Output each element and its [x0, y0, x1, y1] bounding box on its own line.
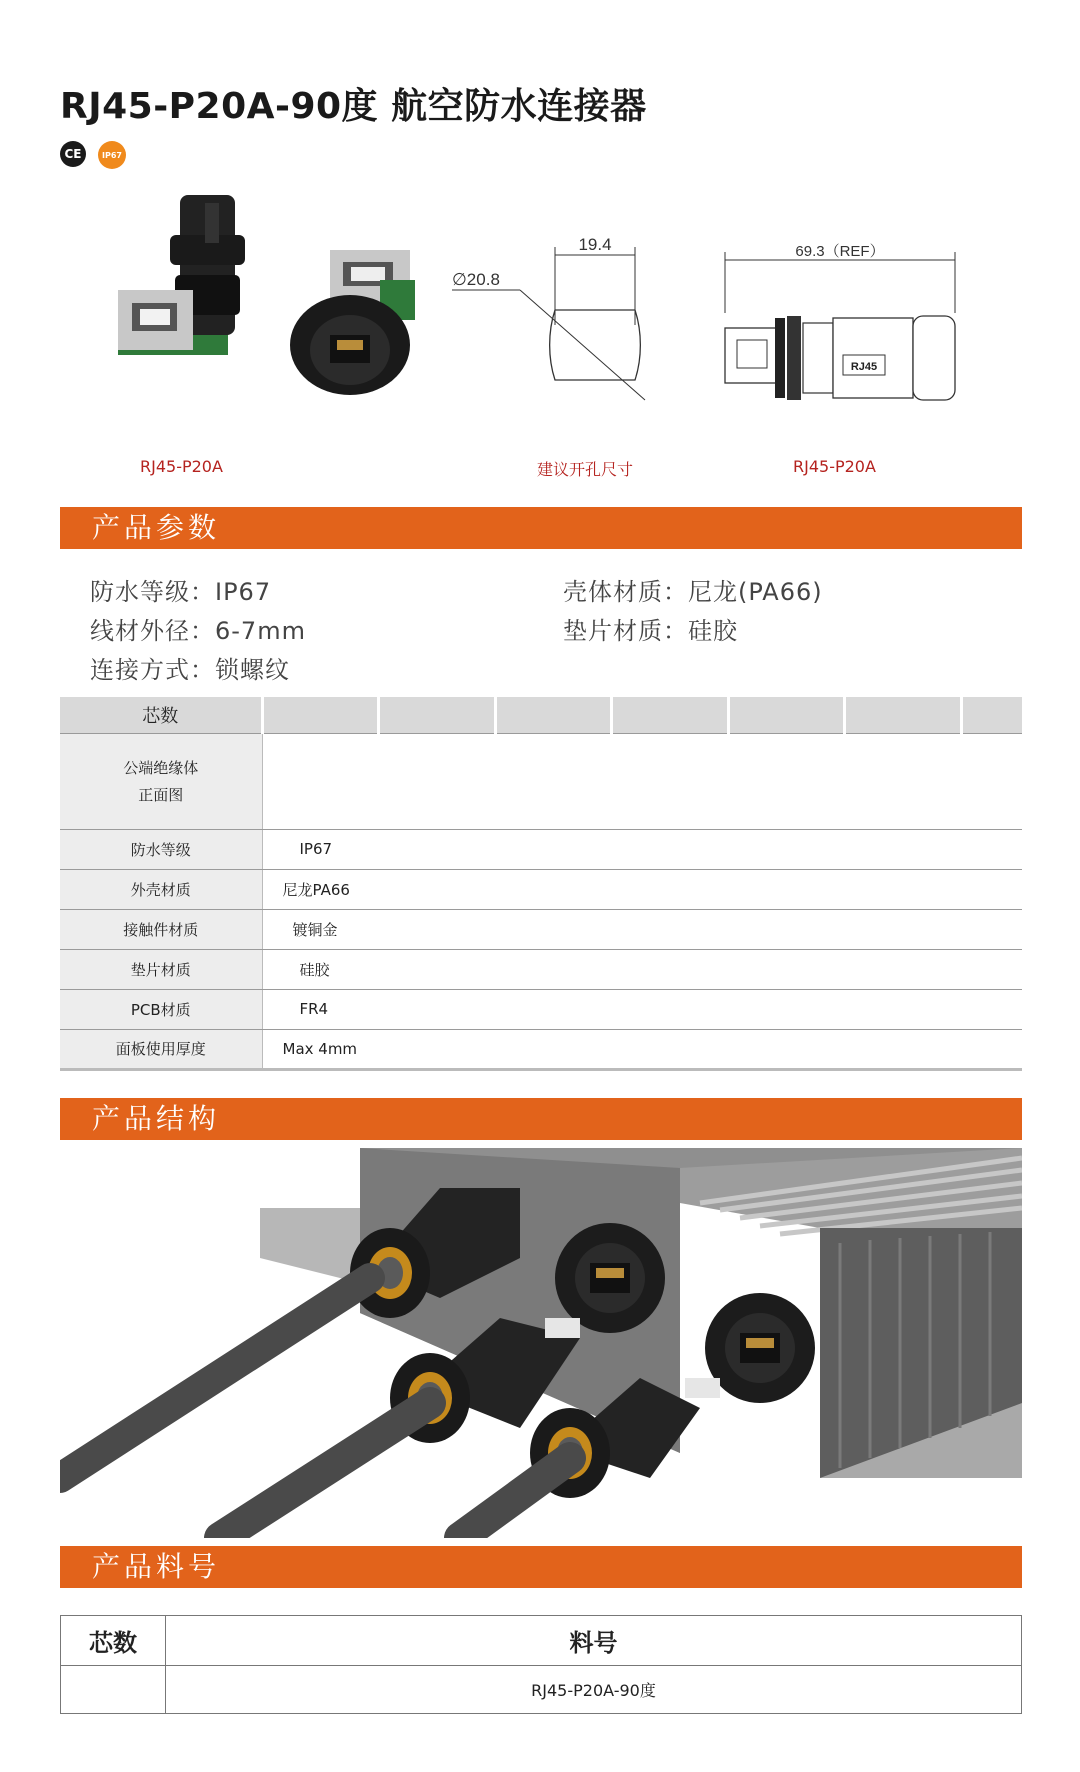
spec-header-cell — [845, 697, 962, 733]
spec-row-label: 防水等级 — [60, 829, 262, 869]
connector-photo-2 — [285, 250, 425, 400]
section-part-numbers-header: 产品料号 — [60, 1546, 1022, 1588]
connector-photo-1 — [110, 175, 310, 415]
dim-width-label: 19.4 — [578, 235, 612, 254]
part-col-number: 料号 — [166, 1616, 1022, 1666]
caption-left: RJ45-P20A — [140, 457, 223, 476]
front-view-label-line1: 公端绝缘体 — [123, 759, 199, 777]
spec-row-label: 外壳材质 — [60, 869, 262, 909]
spec-header-cell — [728, 697, 845, 733]
ce-mark-icon: CE — [60, 141, 86, 167]
spec-row-label: 面板使用厚度 — [60, 1029, 262, 1069]
spec-table — [60, 697, 1022, 1071]
part-row-number: RJ45-P20A-90度 — [166, 1666, 1022, 1714]
page-title: RJ45-P20A-90度 航空防水连接器 — [60, 86, 647, 127]
front-view-cell — [262, 733, 1022, 829]
cutout-dimension-drawing — [440, 225, 650, 415]
param-shell: 壳体材质：尼龙(PA66) — [563, 578, 823, 606]
param-gasket: 垫片材质：硅胶 — [563, 617, 738, 645]
caption-mid: 建议开孔尺寸 — [537, 460, 634, 479]
spec-row-value: IP67 — [262, 829, 1022, 869]
part-col-cores: 芯数 — [61, 1616, 166, 1666]
part-row-cores — [61, 1666, 166, 1714]
dim-diameter-label: ∅20.8 — [452, 270, 500, 289]
product-structure-illustration — [60, 1148, 1022, 1538]
part-number-table — [60, 1615, 1022, 1714]
ip67-badge-icon: IP67 — [98, 141, 126, 169]
rj45-label: RJ45 — [850, 361, 878, 373]
spec-row-value: 硅胶 — [262, 949, 1022, 989]
spec-row-value: Max 4mm — [262, 1029, 1022, 1069]
spec-row-value: 镀铜金 — [262, 909, 1022, 949]
dim-length-label: 69.3（REF） — [795, 243, 885, 260]
section-params-header: 产品参数 — [60, 507, 1022, 549]
spec-row-label: 接触件材质 — [60, 909, 262, 949]
param-waterproof: 防水等级：IP67 — [90, 578, 272, 606]
param-connection: 连接方式：锁螺纹 — [90, 656, 290, 684]
caption-right: RJ45-P20A — [793, 457, 876, 476]
spec-row-label: PCB材质 — [60, 989, 262, 1029]
spec-header-cell — [495, 697, 612, 733]
section-structure-header: 产品结构 — [60, 1098, 1022, 1140]
spec-row-label: 垫片材质 — [60, 949, 262, 989]
front-view-label — [60, 733, 262, 829]
spec-row-value: FR4 — [262, 989, 1022, 1029]
spec-header-cell — [612, 697, 729, 733]
param-wire: 线材外径：6-7mm — [90, 617, 306, 645]
spec-header-cores: 芯数 — [60, 697, 262, 733]
spec-row-value: 尼龙PA66 — [262, 869, 1022, 909]
side-dimension-drawing — [715, 238, 960, 408]
front-view-label-line2: 正面图 — [138, 786, 184, 804]
spec-header-cell — [262, 697, 379, 733]
spec-header-cell — [379, 697, 496, 733]
spec-header-cell — [961, 697, 1022, 733]
